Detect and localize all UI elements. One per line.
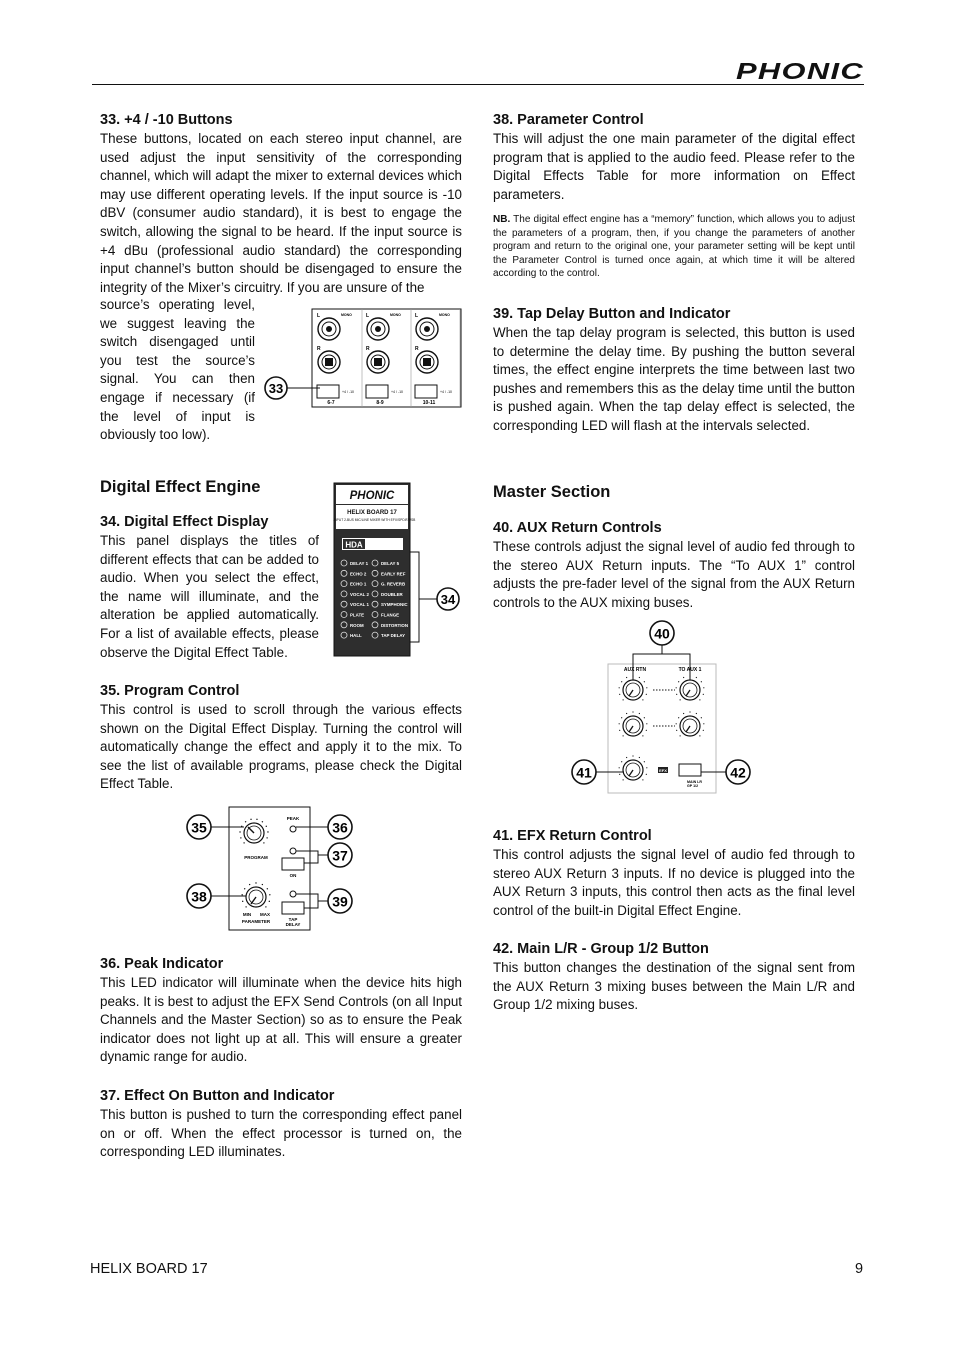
aux-knob-tick	[683, 713, 684, 714]
mono-label: MONO	[341, 313, 352, 317]
knob-tick	[244, 888, 245, 889]
figure-40-42-svg	[570, 620, 754, 796]
effect-name: ECHO 1	[350, 581, 367, 587]
callout-35: 35	[191, 819, 207, 836]
knob-tick	[245, 821, 246, 822]
aux-knob-tick	[644, 717, 645, 718]
aux-knob-tick	[639, 713, 640, 714]
aux-knob-tick	[689, 711, 690, 712]
aux-knob-tick	[680, 735, 681, 736]
jack-r-label: R	[317, 346, 321, 352]
section-39	[493, 305, 855, 436]
knob-tick	[245, 906, 246, 907]
max-label: MAX	[260, 912, 270, 917]
on-button	[282, 858, 304, 870]
aux-knob-tick	[703, 723, 704, 724]
channel-label: 10-11	[422, 400, 436, 406]
effect-name: HALL	[350, 633, 362, 639]
aux-knob-tick	[644, 761, 645, 762]
effect-name: DISTORTION	[381, 622, 408, 628]
figure-35-39-svg	[184, 805, 356, 933]
knob-tick	[263, 842, 264, 843]
aux-knob-tick	[623, 779, 624, 780]
aux-knob-tick	[646, 723, 647, 724]
section-35-body: This control is used to scroll through the various effects shown on the Digital Effect Display. Turning the control will automatically change the effect and apply it to the mix. To see the list of available programs, please check the Digital Effect Table.	[100, 702, 462, 792]
jack-l-center	[326, 326, 332, 332]
gp12-label: GP 1/2	[687, 784, 699, 788]
figure-34-svg	[333, 482, 463, 657]
digital-heading-wrap	[100, 477, 330, 497]
peak-label: PEAK	[286, 816, 300, 821]
aux-knob-tick	[646, 774, 647, 775]
aux-knob-tick	[621, 717, 622, 718]
section-37	[100, 1087, 462, 1162]
on-led	[290, 848, 296, 854]
section-36	[100, 955, 462, 1067]
section-34-title: 34. Digital Effect Display	[100, 514, 269, 530]
aux-knob-tick	[626, 757, 627, 758]
callout-42: 42	[730, 764, 746, 781]
effect-name: DOUBLER	[381, 591, 403, 597]
aux-knob-tick	[621, 681, 622, 682]
callout-37: 37	[332, 847, 348, 864]
aux-rtn-label: AUX RTN	[623, 667, 647, 673]
section-41-body: This control adjusts the signal level of audio fed through to stereo AUX Return 3 inputs. If no device is plugged into the AUX Return 3 inputs, this control then acts as the final level control of the built-in Digital Effect Engine.	[493, 847, 855, 918]
master-section-heading: Master Section	[493, 483, 611, 501]
aux-knob-tick	[678, 681, 679, 682]
tap-led	[290, 891, 296, 897]
aux-knob-tick	[644, 681, 645, 682]
aux-knob-tick	[639, 677, 640, 678]
phonic-logo-mark	[736, 60, 864, 82]
tap-label: TAP	[288, 917, 298, 922]
section-35	[100, 682, 462, 794]
aux-knob-tick	[676, 730, 677, 731]
knob-tick	[262, 884, 263, 885]
aux-knob-tick	[619, 767, 620, 768]
section-38-body: This will adjust the one main parameter of the digital effect program that is applied to the audio feed. Please refer to the Digital Effects Table for more information on Effect parameters.	[493, 131, 855, 202]
aux-knob-tick	[621, 761, 622, 762]
aux-knob-tick	[646, 694, 647, 695]
aux-knob-tick	[639, 757, 640, 758]
phonic-logo	[736, 60, 864, 82]
knob-tick	[243, 842, 244, 843]
effect-name: PLATE	[350, 612, 365, 618]
knob-tick	[265, 906, 266, 907]
callout-33: 33	[268, 381, 284, 396]
aux-knob-tick	[699, 735, 700, 736]
jack-r-center	[374, 358, 382, 366]
switch-label: +4 / -10	[391, 390, 403, 394]
effect-name: DELAY 1	[350, 561, 369, 566]
knob-tick	[239, 831, 240, 832]
knob-tick	[255, 882, 256, 883]
section-36-title: 36. Peak Indicator	[100, 956, 224, 972]
section-41	[493, 827, 855, 920]
jack-r-label: R	[415, 346, 419, 352]
footer-model: HELIX BOARD 17	[90, 1261, 208, 1277]
min-label: MIN	[242, 912, 252, 917]
aux-knob-tick	[680, 699, 681, 700]
plus4-minus10-button	[317, 385, 339, 398]
aux-knob-tick	[623, 735, 624, 736]
aux-knob-tick	[619, 774, 620, 775]
knob-tick	[269, 894, 270, 895]
tap-delay-button	[282, 902, 304, 914]
mono-label: MONO	[439, 313, 450, 317]
jack-l-center	[424, 326, 430, 332]
section-38-title: 38. Parameter Control	[493, 112, 644, 128]
effect-display-subtitle: 17-INPUT 2-BUS MIC/LINE MIXER WITH EFX/SPDIF/USB	[333, 518, 416, 522]
effect-name: SYMPHONIC	[381, 602, 408, 608]
section-42-title: 42. Main L/R - Group 1/2 Button	[493, 941, 709, 957]
jack-l-label: L	[415, 313, 419, 319]
effect-name: FLANGE	[381, 612, 400, 618]
knob-tick	[249, 884, 250, 885]
figure-40-42	[570, 620, 754, 796]
delay-label: DELAY	[285, 922, 301, 927]
section-38	[493, 111, 855, 281]
section-39-body: When the tap delay program is selected, this button is used to determine the delay time. By pushing the button several times, the effect engine interprets the time between last two pushes and remembers this as the delay time until the button is pushed again. When the tap delay effect is selected, the corresponding LED will flash at the intervals selected.	[493, 325, 855, 433]
aux-knob-tick	[642, 699, 643, 700]
callout-39: 39	[332, 893, 348, 910]
aux-knob-tick	[623, 699, 624, 700]
hda-badge-text: HDA	[345, 540, 363, 550]
switch-label: +4 / -10	[342, 390, 354, 394]
nb-label: NB.	[493, 214, 511, 226]
efx-label: EFX	[659, 768, 667, 773]
aux-knob-tick	[646, 687, 647, 688]
section-33-body-wrap: source’s operating level, we suggest leaving the switch disengaged until you test the source’s signal. You can then engage if necessary (if the level of input is obviously too low).	[100, 297, 255, 443]
knob-tick	[240, 837, 241, 838]
effect-name: ROOM	[350, 622, 364, 628]
knob-tick	[267, 888, 268, 889]
aux-knob-tick	[676, 687, 677, 688]
figure-34	[333, 482, 463, 657]
jack-r-center	[423, 358, 431, 366]
knob-tick	[242, 901, 243, 902]
effect-name: ECHO 2	[350, 571, 367, 577]
section-36-body: This LED indicator will illuminate when the device hits high peaks. It is best to adjust the EFX Send Controls (on all Input Channels and the Master Section) so as to ensure the Peak indicator does not light up at all. This will ensure a greater dynamic range for audio.	[100, 975, 462, 1065]
aux-knob-tick	[642, 779, 643, 780]
aux-knob-tick	[696, 677, 697, 678]
channel-label: 6-7	[327, 400, 335, 406]
callout-36: 36	[332, 819, 348, 836]
effect-name: DELAY 5	[381, 561, 400, 566]
effect-name: G. REVERB	[381, 581, 406, 587]
master-heading-wrap	[493, 482, 793, 502]
knob-tick	[266, 826, 267, 827]
jack-r-center	[325, 358, 333, 366]
jack-l-center	[375, 326, 381, 332]
plus4-minus10-button	[366, 385, 388, 398]
channel-label: 8-9	[376, 400, 384, 406]
phonic-logo-text: PHONIC	[736, 60, 864, 82]
aux-knob-tick	[646, 730, 647, 731]
section-42	[493, 940, 855, 1015]
section-40-body: These controls adjust the signal level of audio fed through to the stereo AUX Return inputs. The “To AUX 1” control adjusts the pre-fader level of the signal from the AUX Return controls to the AUX mixing buses.	[493, 539, 855, 610]
aux-knob-tick	[619, 687, 620, 688]
jack-l-label: L	[317, 313, 321, 319]
effect-name: EARLY REF	[381, 571, 406, 577]
digital-effect-heading: Digital Effect Engine	[100, 478, 261, 496]
effect-display-brand: PHONIC	[349, 490, 395, 502]
aux-knob-tick	[696, 713, 697, 714]
effect-name: VOCAL 2	[350, 591, 369, 597]
knob-tick	[262, 821, 263, 822]
callout-34-bracket	[410, 552, 419, 642]
callout-38: 38	[191, 888, 207, 905]
aux-knob-tick	[632, 711, 633, 712]
aux-knob-tick	[619, 730, 620, 731]
jack-r-label: R	[366, 346, 370, 352]
peak-led	[290, 826, 296, 832]
plus4-minus10-button	[415, 385, 437, 398]
nb-text: The digital effect engine has a “memory” function, which allows you to adjust the parameters of a program, then, if you change the parameters of another program and return to the original one, your parameter setting will be kept until the Parameter Control is turned once again, at which time it will be altered according to the control.	[493, 214, 855, 280]
aux-knob-tick	[626, 677, 627, 678]
section-40-title: 40. AUX Return Controls	[493, 520, 662, 536]
section-33	[100, 111, 462, 297]
section-41-title: 41. EFX Return Control	[493, 828, 652, 844]
callout-34: 34	[440, 592, 456, 607]
aux-knob-tick	[699, 699, 700, 700]
aux-knob-tick	[619, 694, 620, 695]
aux-knob-tick	[676, 723, 677, 724]
aux-knob-tick	[703, 730, 704, 731]
effect-name: VOCAL 1	[350, 602, 369, 608]
on-label: ON	[289, 873, 297, 878]
aux-knob-tick	[646, 767, 647, 768]
section-33-wrap	[100, 296, 255, 445]
knob-tick	[266, 837, 267, 838]
section-35-title: 35. Program Control	[100, 683, 240, 699]
effect-display-model-bg	[336, 505, 408, 529]
section-39-title: 39. Tap Delay Button and Indicator	[493, 306, 731, 322]
knob-tick	[256, 819, 257, 820]
aux-knob-tick	[678, 717, 679, 718]
aux-knob-tick	[701, 681, 702, 682]
aux-knob-tick	[701, 717, 702, 718]
callout-40: 40	[654, 625, 670, 642]
jack-l-label: L	[366, 313, 370, 319]
aux-knob-tick	[703, 687, 704, 688]
aux-knob-tick	[683, 677, 684, 678]
knob-tick	[250, 819, 251, 820]
main-lr-group-button	[679, 764, 701, 776]
mono-label: MONO	[390, 313, 401, 317]
section-37-body: This button is pushed to turn the corresponding effect panel on or off. When the effect processor is turned on, the corresponding LED illuminates.	[100, 1107, 462, 1160]
effect-name: TAP DELAY	[381, 633, 406, 639]
callout-41: 41	[576, 764, 592, 781]
section-42-body: This button changes the destination of the signal sent from the AUX Return 3 mixing buses between the Main L/R and Group 1/2 mixing buses.	[493, 960, 855, 1013]
section-37-title: 37. Effect On Button and Indicator	[100, 1088, 335, 1104]
aux-knob-tick	[642, 735, 643, 736]
section-34-body: This panel displays the titles of different effects that can be added to audio. When you select the effect, the name will illuminate, and the alteration be applied automatically. For a list of available effects, please observe the Digital Effect Table.	[100, 533, 319, 660]
aux-knob-tick	[676, 694, 677, 695]
section-40	[493, 519, 855, 612]
header-rule	[92, 84, 864, 85]
figure-33	[264, 307, 464, 409]
section-34	[100, 513, 319, 662]
knob-tick	[241, 894, 242, 895]
program-label: PROGRAM	[244, 855, 268, 860]
knob-tick	[267, 831, 268, 832]
parameter-label: PARAMETER	[241, 919, 271, 924]
aux-knob-tick	[632, 755, 633, 756]
footer-page-number: 9	[855, 1261, 864, 1277]
aux-knob-tick	[626, 713, 627, 714]
to-aux1-label: TO AUX 1	[678, 667, 702, 673]
section-38-note	[493, 213, 855, 281]
section-33-body: These buttons, located on each stereo input channel, are used adjust the input sensitivity of the corresponding channel, which will adapt the mixer to external devices which may use different operating levels. If the input source is -10 dBV (consumer audio standard), it is best to engage the switch, allowing the signal to be heard. If the input source is +4 dBu (professional audio standard) the corresponding input channel’s button should be disengaged to ensure the integrity of the Mixer’s circuitry. If you are unsure of the	[100, 131, 462, 295]
figure-35-39	[184, 805, 356, 933]
aux-knob-tick	[703, 694, 704, 695]
switch-label: +4 / -10	[440, 390, 452, 394]
aux-knob-tick	[619, 723, 620, 724]
effect-display-model: HELIX BOARD 17	[347, 510, 397, 516]
main-lr-label: MAIN LR	[687, 780, 702, 784]
knob-tick	[269, 901, 270, 902]
section-33-title: 33. +4 / -10 Buttons	[100, 112, 233, 128]
figure-33-svg	[264, 307, 464, 409]
